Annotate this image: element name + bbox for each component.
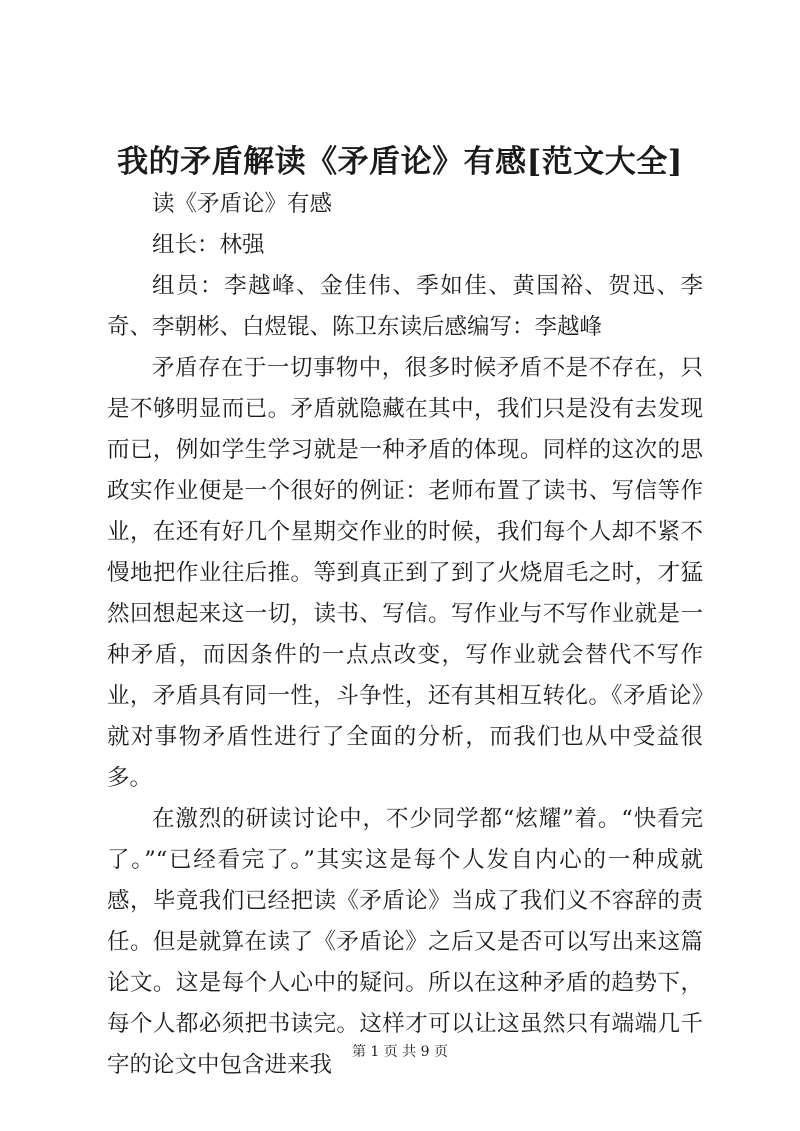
body-paragraph: 在激烈的研读讨论中，不少同学都“炫耀”着。“快看完了。”“已经看完了。”其实这是每个人发自内心的一种成就感，毕竟我们已经把读《矛盾论》当成了我们义不容辞的责任。但是就算在读了《矛盾论》之后又是否可以写出来这篇论文。这是每个人心中的疑问。所以在这种矛盾的趋势下，每个人都必须把书读完。这样才可以让这虽然只有端端几千字的论文中包含进来我	[107, 806, 703, 1078]
group-members-paragraph: 组员：李越峰、金佳伟、季如佳、黄国裕、贺迅、李奇、李朝彬、白煜锟、陈卫东读后感编写：李越峰	[107, 273, 703, 340]
subtitle-paragraph: 读《矛盾论》有感	[152, 191, 333, 217]
page-footer	[0, 1042, 800, 1062]
document-body	[107, 184, 703, 1086]
page-number-label: 第 1 页 共 9 页	[351, 1044, 449, 1060]
body-paragraph: 矛盾存在于一切事物中，很多时候矛盾不是不存在，只是不够明显而已。矛盾就隐藏在其中，我们只是没有去发现而已，例如学生学习就是一种矛盾的体现。同样的这次的思政实作业便是一个很好的例证：老师布置了读书、写信等作业，在还有好几个星期交作业的时候，我们每个人却不紧不慢地把作业往后推。等到真正到了到了火烧眉毛之时，才猛然回想起来这一切，读书、写信。写作业与不写作业就是一种矛盾，而因条件的一点点改变，写作业就会替代不写作业，矛盾具有同一性，斗争性，还有其相互转化。《矛盾论》就对事物矛盾性进行了全面的分析，而我们也从中受益很多。	[107, 355, 703, 791]
document-title: 我的矛盾解读《矛盾论》有感[范文大全]	[117, 144, 683, 180]
group-leader-paragraph: 组长：林强	[152, 232, 265, 258]
